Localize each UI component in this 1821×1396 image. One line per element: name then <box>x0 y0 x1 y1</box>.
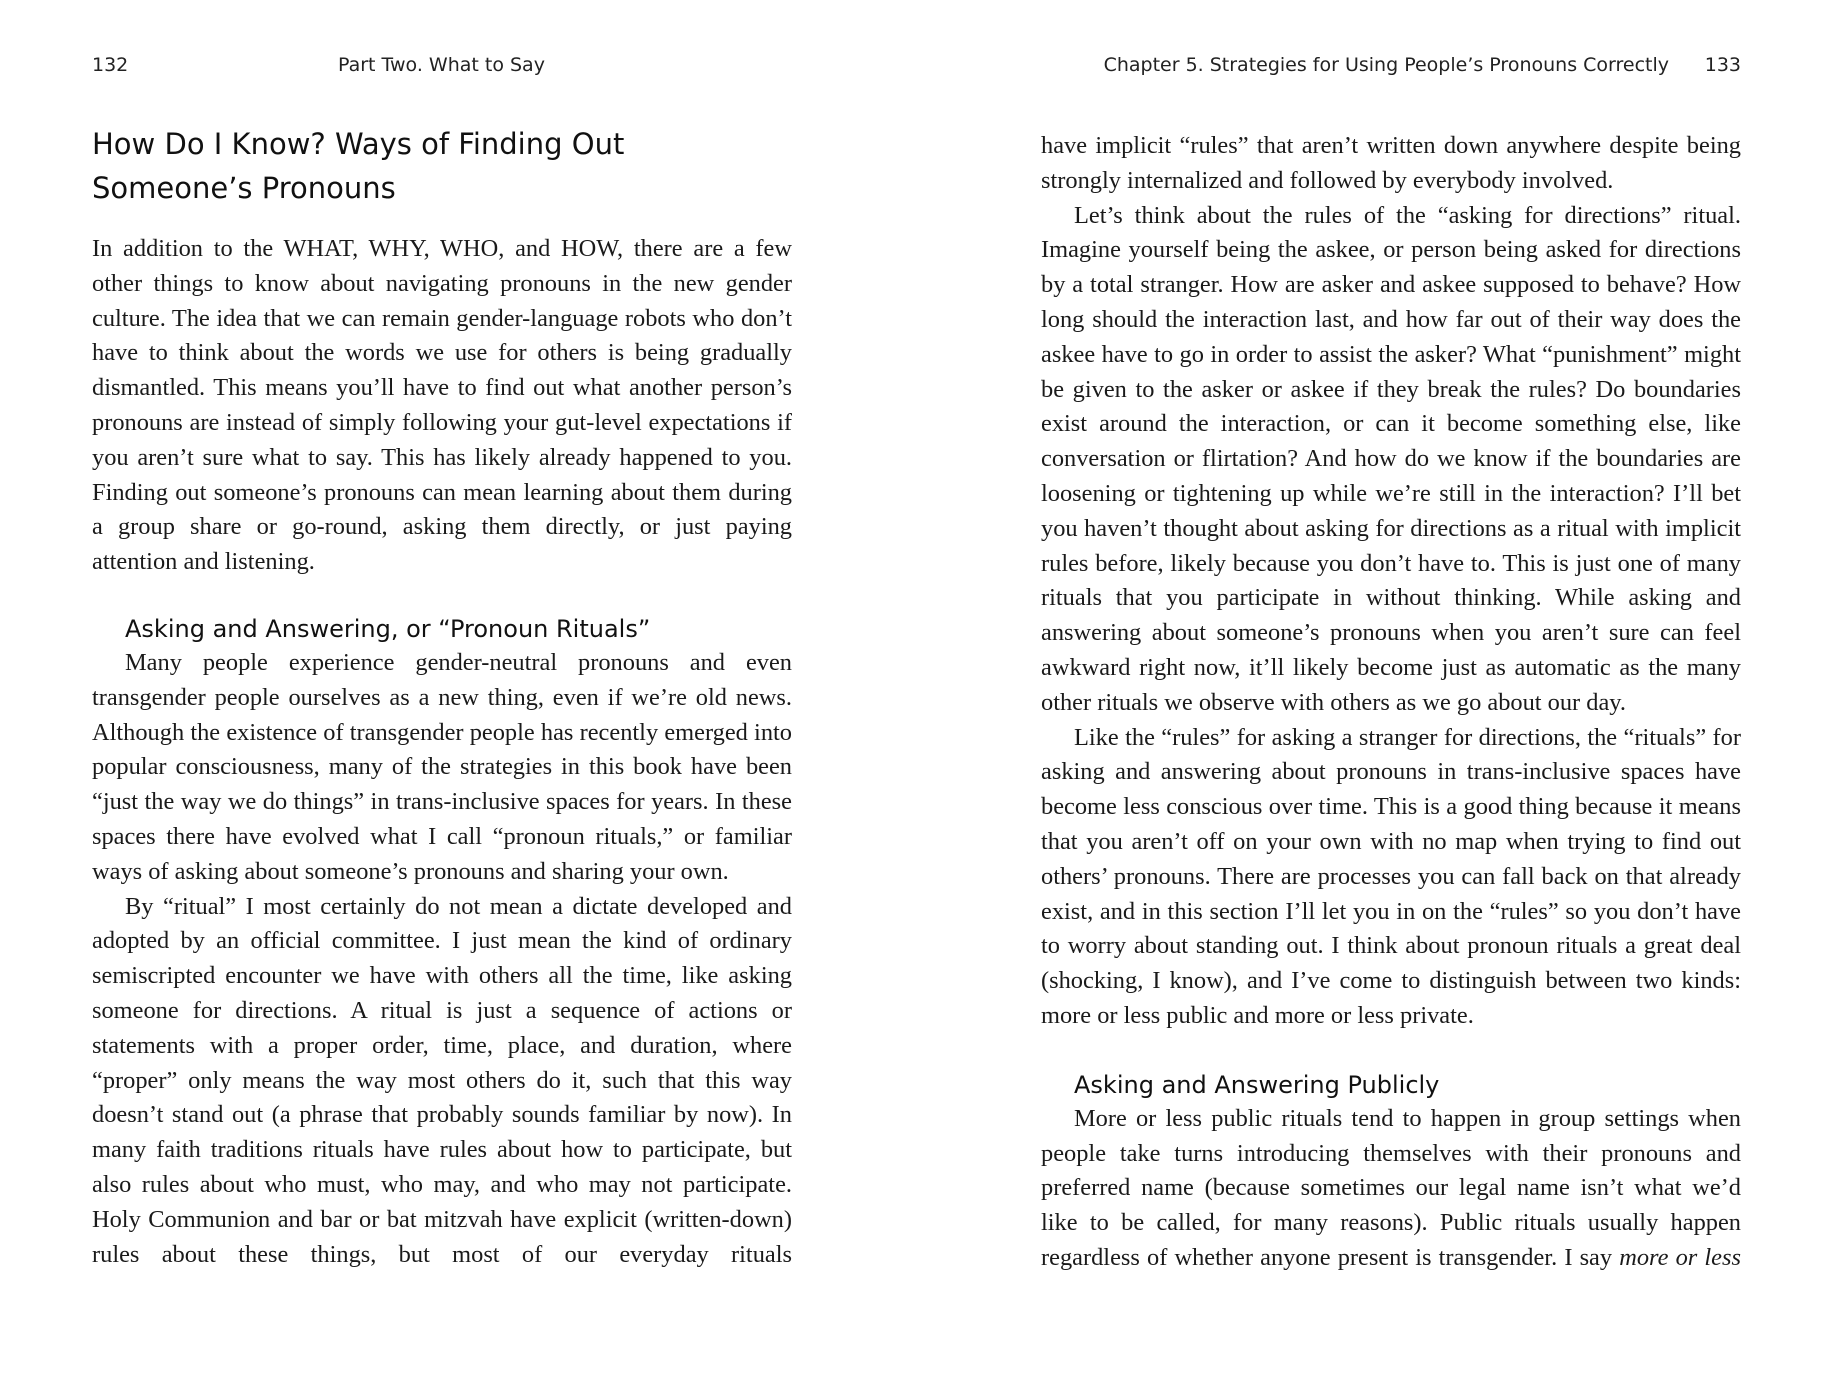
section-heading <box>92 122 792 210</box>
running-head-title-right: Chapter 5. Strategies for Using People’s Pronouns Correctly <box>1103 54 1669 76</box>
paragraph-like-rules: Like the “rules” for asking a stranger for directions, the “rituals” for asking and answering about pronouns in trans-inclusive spaces have become less conscious over time. This is a good thing because it means that you aren’t off on your own with no map when trying to find out others’ pronouns. There are processes you can fall back on that already exist, and in this section I’ll let you in on the “rules” so you don’t have to worry about standing out. I think about pronoun rituals a great deal (shocking, I know), and I’ve come to distinguish between two kinds: more or less public and more or less private. <box>1041 723 1741 1029</box>
paragraph-public-text: More or less public rituals tend to happen in group settings when people take turns introducing themselves with their pronouns and preferred name (because sometimes our legal name isn’t what we’d like to be called, for many reasons). Public rituals usually happen regardless of whether anyone present is transgender. I say <box>1041 1104 1741 1271</box>
right-page <box>1041 0 1741 1396</box>
running-head-left <box>92 54 792 84</box>
right-page-body <box>1041 129 1741 1276</box>
paragraph-intro: In addition to the WHAT, WHY, WHO, and HOW, there are a few other things to know about navigating pronouns in the new gender culture. The idea that we can remain gender-language robots who don’t have to think about the words we use for others is being gradually dismantled. This means you’ll have to find out what another person’s pronouns are instead of simply following your gut-level expectations if you aren’t sure what to say. This has likely already happened to you. Finding out someone’s pronouns can mean learning about them during a group share or go-round, asking them directly, or just paying attention and listening. <box>92 235 792 576</box>
paragraph-continued: have implicit “rules” that aren’t written down anywhere despite being strongly internalized and followed by everybody involved. <box>1041 132 1741 194</box>
subheading-pronoun-rituals: Asking and Answering, or “Pronoun Rituals” <box>125 614 651 643</box>
paragraph-public <box>1041 1102 1741 1276</box>
section-heading-line-2: Someone’s Pronouns <box>92 171 396 205</box>
paragraph-directions: Let’s think about the rules of the “asking for directions” ritual. Imagine yourself being the askee, or person being asked for directions by a total stranger. How are asker and askee supposed to behave? How long should the interaction last, and how far out of their way does the askee have to go in order to assist the asker? What “punishment” might be given to the asker or askee if they break the rules? Do boundaries exist around the interaction, or can it become something else, like conversation or flirtation? And how do we know if the boundaries are loosening or tightening up while we’re still in the interaction? I’ll bet you haven’t thought about asking for directions as a ritual with implicit rules before, likely because you don’t have to. This is just one of many rituals that you participate in without thinking. While asking and answering about someone’s pronouns when you aren’t sure can feel awkward right now, it’ll likely become just as automatic as the many other rituals we observe with others as we go about our day. <box>1041 201 1741 716</box>
page-number-left: 132 <box>92 54 129 76</box>
paragraph-public-italic: more or less <box>1619 1243 1741 1271</box>
subheading-asking-publicly: Asking and Answering Publicly <box>1074 1070 1440 1099</box>
left-page <box>92 0 792 1396</box>
paragraph-rituals: Many people experience gender-neutral pronouns and even transgender people ourselves as a new thing, even if we’re old news. Although the existence of transgender people has recently emerged into popular consciousness, many of the strategies in this book have been “just the way we do things” in trans-inclusive spaces for years. In these spaces there have evolved what I call “pronoun rituals,” or familiar ways of asking about someone’s pronouns and sharing your own. <box>92 648 792 885</box>
running-head-right <box>1041 54 1741 84</box>
left-page-body <box>92 122 792 1272</box>
section-heading-line-1: How Do I Know? Ways of Finding Out <box>92 127 625 161</box>
running-head-title-left: Part Two. What to Say <box>338 54 545 76</box>
page-number-right: 133 <box>1704 54 1741 76</box>
paragraph-ritual-definition: By “ritual” I most certainly do not mean a dictate developed and adopted by an official committee. I just mean the kind of ordinary semiscripted encounter we have with others all the time, like asking someone for directions. A ritual is just a sequence of actions or statements with a proper order, time, place, and duration, where “proper” only means the way most others do it, such that this way doesn’t stand out (a phrase that probably sounds familiar by now). In many faith traditions rituals have rules about how to participate, but also rules about who must, who may, and who may not participate. Holy Communion and bar or bat mitzvah have explicit (written-down) rules about these things, but most of our everyday rituals <box>92 892 792 1268</box>
